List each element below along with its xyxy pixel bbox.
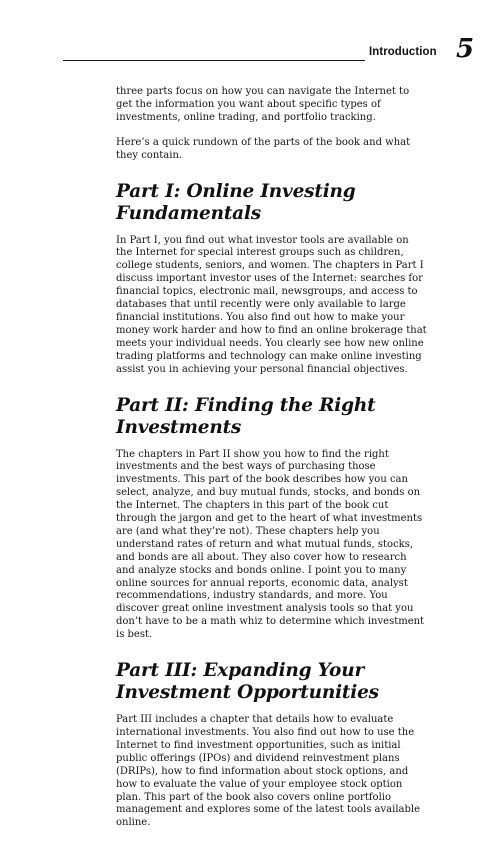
- header-rule: [63, 60, 365, 61]
- part-2-heading: Part II: Finding the Right Investments: [116, 394, 376, 438]
- intro-paragraph-1: three parts focus on how you can navigate the Internet to get the information you want about specific types of investments, online trading, and portfolio tracking.: [116, 86, 410, 123]
- part-1-body: In Part I, you find out what investor tools are available on the Internet for special interest groups such as children, college students, seniors, and women. The chapters in Part I discuss important investor uses of the Internet: searches for financial topics, electronic mail, newsgroups, and access to databases that until recently were only available to large financial institutions. You also find out how to make your money work harder and how to find an online brokerage that meets your individual needs. You clearly see how new online trading platforms and technology can make online investing assist you in achieving your personal financial objectives.: [116, 234, 427, 375]
- page-body: [116, 86, 428, 842]
- part-3-heading: Part III: Expanding Your Investment Opportunities: [116, 660, 379, 704]
- part-3-body: Part III includes a chapter that details how to evaluate international investments. You also find out how to use the Internet to find investment opportunities, such as initial public offerings (IPOs) and dividend reinvestment plans (DRIPs), how to find information about stock options, and how to evaluate the value of your employee stock option plan. This part of the book also covers online portfolio management and explores some of the latest tools available online.: [116, 714, 421, 829]
- part-1-heading: Part I: Online Investing Fundamentals: [116, 180, 356, 224]
- running-header-title: Introduction: [369, 44, 437, 58]
- page-number: 5: [456, 34, 475, 64]
- part-2-body: The chapters in Part II show you how to find the right investments and the best ways of purchasing those investments. This part of the book describes how you can select, analyze, and buy mutual funds, stocks, and bonds on the Internet. The chapters in this part of the book cut through the jargon and get to the heart of what investments are (and what they’re not). These chapters help you understand rates of return and what mutual funds, stocks, and bonds are all about. They also cover how to research and analyze stocks and bonds online. I point you to many online sources for annual reports, economic data, analyst recommendations, industry standards, and more. You discover great online investment analysis tools so that you don’t have to be a math whiz to determine which investment is best.: [116, 448, 425, 641]
- intro-paragraph-2: Here’s a quick rundown of the parts of the book and what they contain.: [116, 136, 411, 161]
